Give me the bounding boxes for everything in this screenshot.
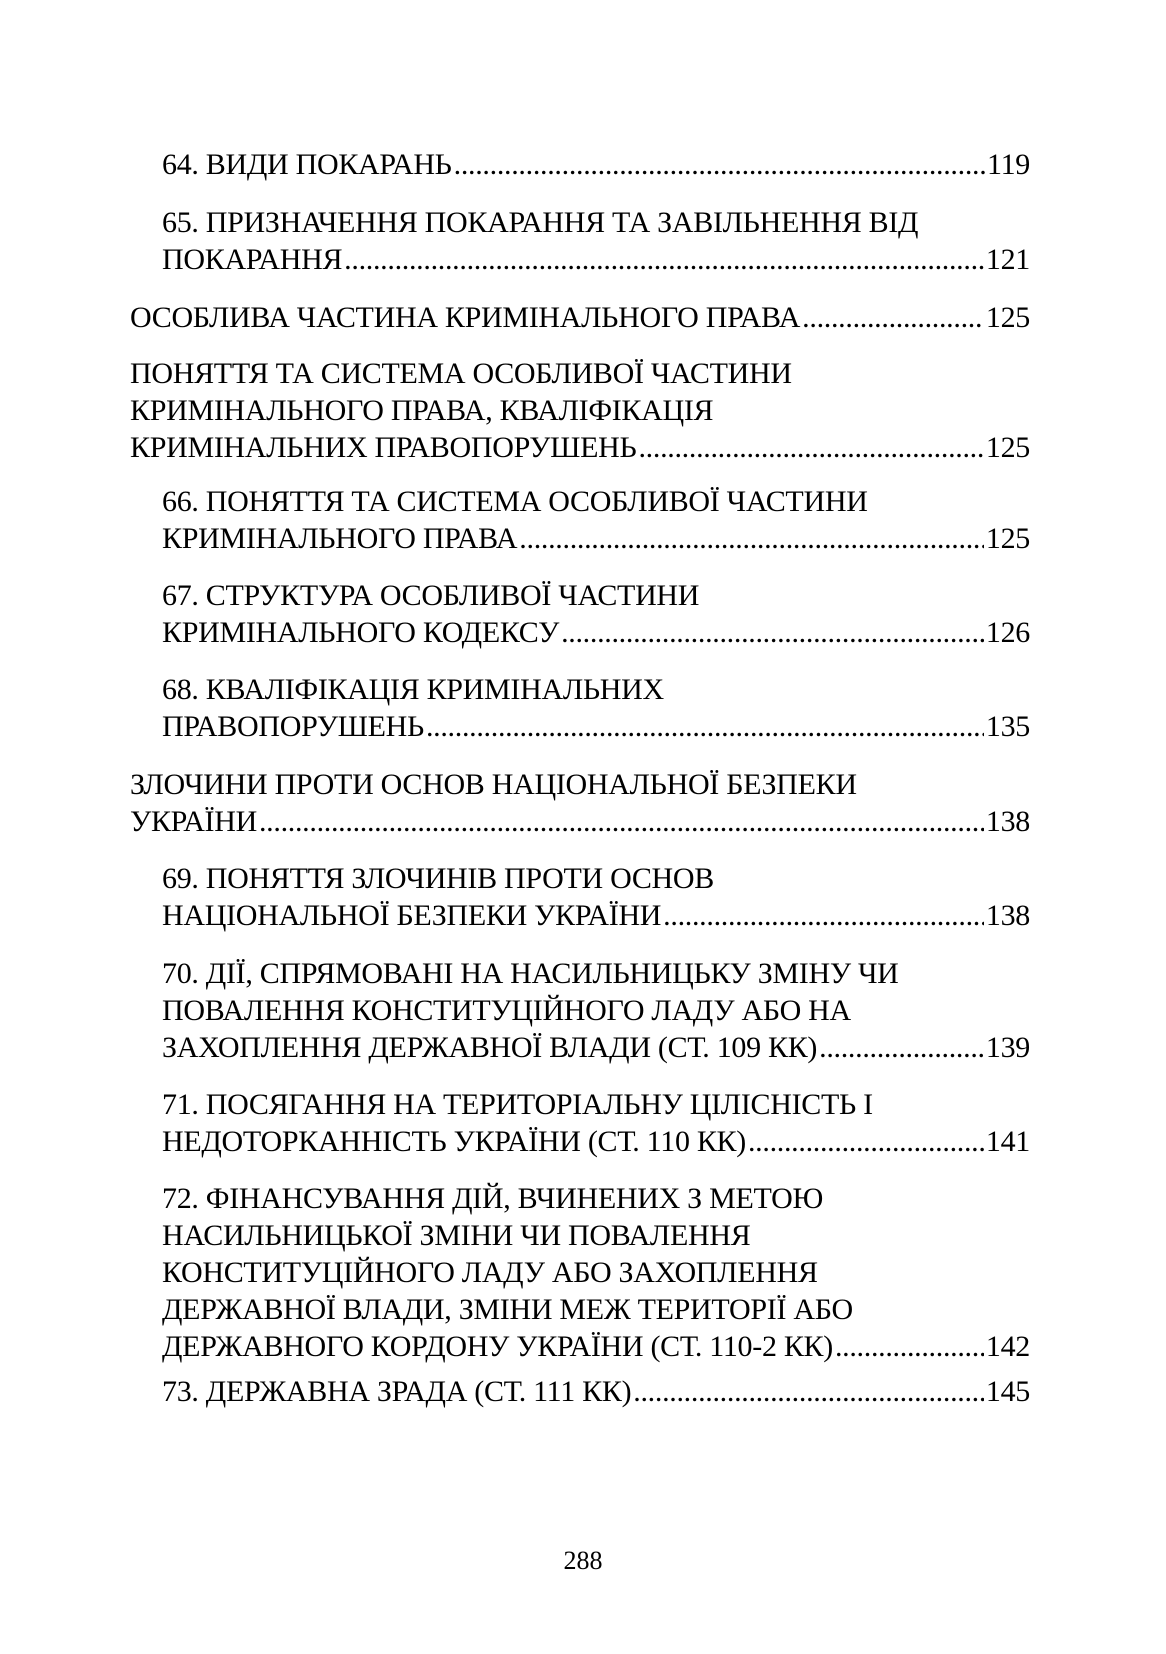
dot-leader — [561, 614, 984, 651]
toc-entry-title: НАСИЛЬНИЦЬКОЇ ЗМІНИ ЧИ ПОВАЛЕННЯ — [162, 1219, 751, 1252]
toc-entry — [162, 1373, 1030, 1410]
toc-entry-final-line — [162, 614, 1030, 651]
toc-entry-title: НАЦІОНАЛЬНОЇ БЕЗПЕКИ УКРАЇНИ — [162, 899, 662, 932]
toc-entry-title: 68. КВАЛІФІКАЦІЯ КРИМІНАЛЬНИХ — [162, 673, 664, 706]
dot-leader — [344, 241, 984, 278]
toc-entry-final-line — [162, 1029, 1030, 1066]
toc-entry-title: КОНСТИТУЦІЙНОГО ЛАДУ АБО ЗАХОПЛЕННЯ — [162, 1256, 818, 1289]
toc-entry-final-line — [162, 241, 1030, 278]
toc-section-entry — [130, 299, 1030, 336]
toc-page-number: 145 — [985, 1375, 1030, 1408]
dot-leader — [426, 708, 984, 745]
toc-page-number: 138 — [985, 899, 1030, 932]
toc-entry-final-line — [162, 1328, 1030, 1365]
toc-entry — [162, 1180, 1030, 1365]
toc-entry — [162, 1086, 1030, 1160]
dot-leader — [454, 146, 985, 183]
toc-entry-title: ЗАХОПЛЕННЯ ДЕРЖАВНОЇ ВЛАДИ (СТ. 109 КК) — [162, 1031, 818, 1064]
dot-leader — [663, 897, 984, 934]
toc-entry-title: НЕДОТОРКАННІСТЬ УКРАЇНИ (СТ. 110 КК) — [162, 1125, 746, 1158]
dot-leader — [633, 1373, 984, 1410]
toc-page-number: 119 — [987, 148, 1030, 181]
toc-page-number: 141 — [985, 1125, 1030, 1158]
toc-entry — [162, 483, 1030, 557]
dot-leader — [819, 1029, 984, 1066]
toc-entry-title: ДЕРЖАВНОГО КОРДОНУ УКРАЇНИ (СТ. 110-2 КК) — [162, 1330, 833, 1363]
toc-entry-final-line — [162, 708, 1030, 745]
toc-page-number: 138 — [985, 805, 1030, 838]
toc-entry-final-line — [162, 520, 1030, 557]
toc-page-number: 139 — [985, 1031, 1030, 1064]
toc-entry-title: КРИМІНАЛЬНИХ ПРАВОПОРУШЕНЬ — [130, 431, 637, 464]
toc-entry-title: ПОНЯТТЯ ТА СИСТЕМА ОСОБЛИВОЇ ЧАСТИНИ — [130, 357, 792, 390]
toc-entry-final-line — [162, 1373, 1030, 1410]
toc-entry-final-line — [130, 803, 1030, 840]
toc-section-entry — [130, 355, 1030, 466]
toc-entry-title: УКРАЇНИ — [130, 805, 257, 838]
toc-entry-title: КРИМІНАЛЬНОГО КОДЕКСУ — [162, 616, 560, 649]
toc-entry-title: ПОКАРАННЯ — [162, 243, 343, 276]
dot-leader — [519, 520, 984, 557]
toc-page-number: 121 — [985, 243, 1030, 276]
dot-leader — [802, 299, 984, 336]
dot-leader — [748, 1123, 984, 1160]
toc-page-number: 142 — [985, 1330, 1030, 1363]
toc-entry-title: КРИМІНАЛЬНОГО ПРАВА — [162, 522, 518, 555]
toc-entry — [162, 955, 1030, 1066]
toc-entry-title: ЗЛОЧИНИ ПРОТИ ОСНОВ НАЦІОНАЛЬНОЇ БЕЗПЕКИ — [130, 768, 857, 801]
toc-entry-final-line — [162, 146, 1030, 183]
toc-entry-final-line — [130, 299, 1030, 336]
toc-entry — [162, 146, 1030, 183]
toc-entry-title: 66. ПОНЯТТЯ ТА СИСТЕМА ОСОБЛИВОЇ ЧАСТИНИ — [162, 485, 868, 518]
toc-entry-title: 64. ВИДИ ПОКАРАНЬ — [162, 148, 452, 181]
toc-page-number: 125 — [985, 301, 1030, 334]
toc-entry-final-line — [162, 1123, 1030, 1160]
toc-entry-title: 69. ПОНЯТТЯ ЗЛОЧИНІВ ПРОТИ ОСНОВ — [162, 862, 714, 895]
toc-entry — [162, 671, 1030, 745]
toc-entry — [162, 204, 1030, 278]
toc-entry-title: 72. ФІНАНСУВАННЯ ДІЙ, ВЧИНЕНИХ З МЕТОЮ — [162, 1182, 824, 1215]
toc-entry-title: 65. ПРИЗНАЧЕННЯ ПОКАРАННЯ ТА ЗАВІЛЬНЕННЯ ВІД — [162, 206, 919, 239]
toc-page-number: 125 — [985, 522, 1030, 555]
toc-page-number: 135 — [985, 710, 1030, 743]
toc-entry-title: ДЕРЖАВНОЇ ВЛАДИ, ЗМІНИ МЕЖ ТЕРИТОРІЇ АБО — [162, 1293, 853, 1326]
toc-entry-title: ОСОБЛИВА ЧАСТИНА КРИМІНАЛЬНОГО ПРАВА — [130, 301, 801, 334]
toc-entry-title: 67. СТРУКТУРА ОСОБЛИВОЇ ЧАСТИНИ — [162, 579, 700, 612]
toc-section-entry — [130, 766, 1030, 840]
dot-leader — [638, 429, 983, 466]
toc-entry-final-line — [130, 429, 1030, 466]
toc-entry-final-line — [162, 897, 1030, 934]
toc-entry-title: 71. ПОСЯГАННЯ НА ТЕРИТОРІАЛЬНУ ЦІЛІСНІСТЬ І — [162, 1088, 873, 1121]
toc-entry — [162, 860, 1030, 934]
dot-leader — [259, 803, 984, 840]
toc-page-number: 126 — [985, 616, 1030, 649]
toc-entry-title: ПРАВОПОРУШЕНЬ — [162, 710, 424, 743]
toc-entry-title: 73. ДЕРЖАВНА ЗРАДА (СТ. 111 КК) — [162, 1375, 632, 1408]
toc-page-number: 125 — [985, 431, 1030, 464]
toc-entry-title: ПОВАЛЕННЯ КОНСТИТУЦІЙНОГО ЛАДУ АБО НА — [162, 994, 851, 1027]
toc-entry — [162, 577, 1030, 651]
toc-entry-title: 70. ДІЇ, СПРЯМОВАНІ НА НАСИЛЬНИЦЬКУ ЗМІНУ ЧИ — [162, 957, 899, 990]
dot-leader — [835, 1328, 984, 1365]
page-number-footer: 288 — [563, 1546, 603, 1575]
toc-entry-title: КРИМІНАЛЬНОГО ПРАВА, КВАЛІФІКАЦІЯ — [130, 394, 714, 427]
